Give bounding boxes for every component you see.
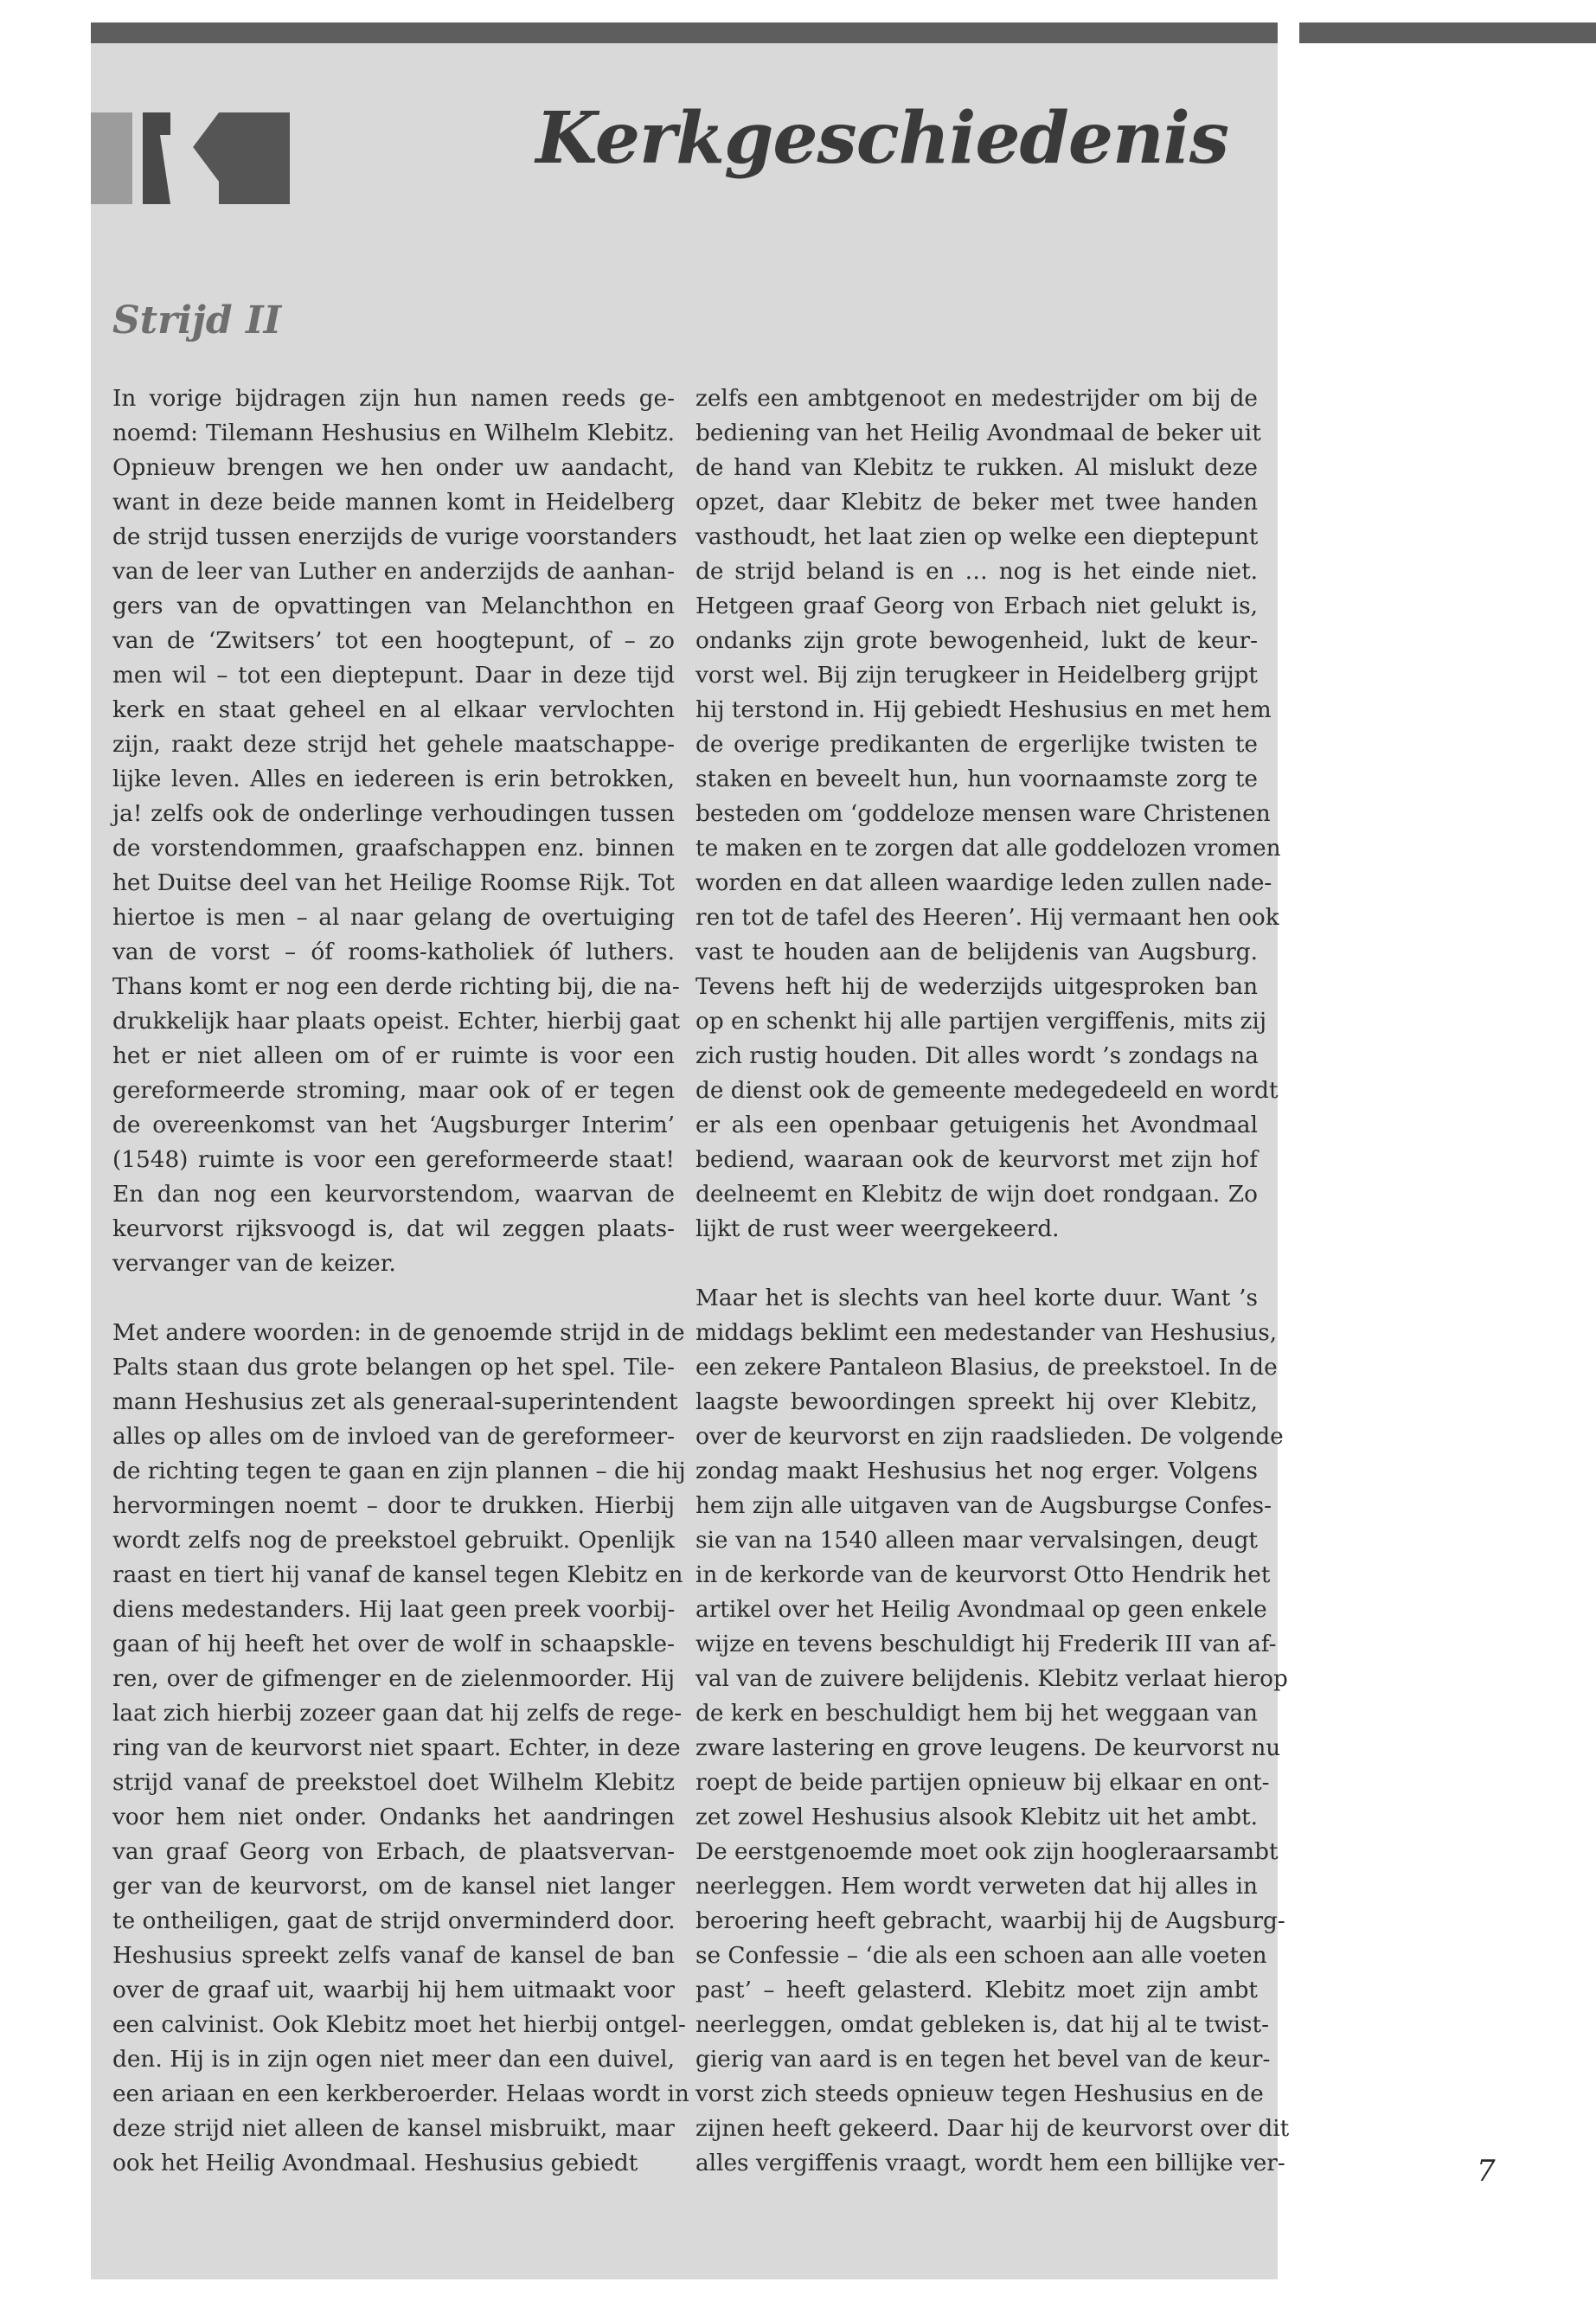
- text-line: gaan of hij heeft het over de wolf in schaapskle-: [112, 1631, 675, 1657]
- text-line: te ontheiligen, gaat de strijd onverminderd door.: [112, 1908, 676, 1934]
- text-line: er als een openbaar getuigenis het Avondmaal: [695, 1112, 1258, 1138]
- text-line: ondanks zijn grote bewogenheid, lukt de keur-: [695, 628, 1258, 654]
- text-line: vorst zich steeds opnieuw tegen Heshusius en de: [695, 2081, 1264, 2107]
- text-line: een calvinist. Ook Klebitz moet het hierbij ontgel-: [112, 2012, 686, 2038]
- text-line: hiertoe is men – al naar gelang de overtuiging: [112, 905, 675, 931]
- text-line: ring van de keurvorst niet spaart. Echter, in deze: [112, 1735, 681, 1761]
- text-line: want in deze beide mannen komt in Heidelberg: [112, 490, 675, 516]
- text-line: Heshusius spreekt zelfs vanaf de kansel de ban: [112, 1943, 675, 1969]
- text-line: gereformeerde stroming, maar ook of er tegen: [112, 1078, 675, 1104]
- text-line: strijd vanaf de preekstoel doet Wilhelm Klebitz: [112, 1770, 675, 1796]
- text-line: zware lastering en grove leugens. De keurvorst nu: [695, 1735, 1281, 1761]
- text-line: in de kerkorde van de keurvorst Otto Hendrik het: [695, 1562, 1271, 1588]
- text-line: de overeenkomst van het ‘Augsburger Interim’: [112, 1112, 675, 1138]
- page-number: 7: [1477, 2154, 1496, 2189]
- text-line: op en schenkt hij alle partijen vergiffenis, mits zij: [695, 1009, 1266, 1035]
- text-line: diens medestanders. Hij laat geen preek voorbij-: [112, 1597, 676, 1623]
- text-line: keurvorst rijksvoogd is, dat wil zeggen plaats-: [112, 1216, 675, 1242]
- text-line: het Duitse deel van het Heilige Roomse Rijk. Tot: [112, 870, 675, 896]
- text-line: mann Heshusius zet als generaal-superintendent: [112, 1389, 678, 1415]
- text-line: wordt zelfs nog de preekstoel gebruikt. Openlijk: [112, 1528, 675, 1554]
- article-title: Strijd II: [112, 298, 282, 343]
- text-line: van de leer van Luther en anderzijds de aanhan-: [112, 559, 675, 585]
- text-line: middags beklimt een medestander van Heshusius,: [695, 1320, 1278, 1346]
- article-column-right: [695, 381, 1290, 2181]
- text-line: gers van de opvattingen van Melanchthon en: [112, 593, 675, 619]
- text-line: de dienst ook de gemeente medegedeeld en wordt: [695, 1078, 1279, 1104]
- text-line: ja! zelfs ook de onderlinge verhoudingen tussen: [112, 801, 675, 827]
- text-line: de hand van Klebitz te rukken. Al mislukt deze: [695, 455, 1258, 481]
- text-line: sie van na 1540 alleen maar vervalsingen, deugt: [695, 1528, 1258, 1554]
- text-line: zijn, raakt deze strijd het gehele maatschappe-: [112, 732, 675, 758]
- text-line: zet zowel Heshusius alsook Klebitz uit het ambt.: [695, 1804, 1258, 1830]
- paragraph-gap: [695, 1247, 1258, 1281]
- text-line: opzet, daar Klebitz de beker met twee handen: [695, 490, 1258, 516]
- text-line: de richting tegen te gaan en zijn plannen – die hij: [112, 1458, 686, 1484]
- text-line: hervormingen noemt – door te drukken. Hierbij: [112, 1493, 675, 1519]
- text-line: den. Hij is in zijn ogen niet meer dan een duivel,: [112, 2047, 675, 2073]
- text-line: zelfs een ambtgenoot en medestrijder om bij de: [695, 386, 1258, 412]
- text-line: de vorstendommen, graafschappen enz. binnen: [112, 836, 675, 862]
- text-line: Maar het is slechts van heel korte duur. Want ’s: [695, 1285, 1258, 1311]
- text-line: te maken en te zorgen dat alle goddelozen vromen: [695, 836, 1281, 862]
- text-line: se Confessie – ‘die als een schoen aan alle voeten: [695, 1943, 1267, 1969]
- text-line: alles vergiffenis vraagt, wordt hem een billijke ver-: [695, 2150, 1285, 2176]
- text-line: een zekere Pantaleon Blasius, de preekstoel. In de: [695, 1355, 1278, 1381]
- text-line: van de ‘Zwitsers’ tot een hoogtepunt, of – zo: [112, 628, 675, 654]
- paragraph-gap: [112, 1281, 675, 1316]
- text-line: van graaf Georg von Erbach, de plaatsvervan-: [112, 1839, 675, 1865]
- text-line: hij terstond in. Hij gebiedt Heshusius en met hem: [695, 697, 1272, 723]
- section-logo-k-icon: [91, 112, 290, 204]
- text-line: ren, over de gifmenger en de zielenmoorder. Hij: [112, 1666, 675, 1692]
- text-line: van de vorst – óf rooms-katholiek óf luthers.: [112, 939, 675, 965]
- text-line: noemd: Tilemann Heshusius en Wilhelm Klebitz.: [112, 420, 675, 446]
- text-line: neerleggen, omdat gebleken is, dat hij al te twist-: [695, 2012, 1269, 2038]
- text-line: neerleggen. Hem wordt verweten dat hij alles in: [695, 1874, 1258, 1900]
- text-line: lijkt de rust weer weergekeerd.: [695, 1216, 1060, 1242]
- text-line: kerk en staat geheel en al elkaar vervlochten: [112, 697, 675, 723]
- text-line: zich rustig houden. Dit alles wordt ’s zondags na: [695, 1043, 1259, 1069]
- text-line: zijnen heeft gekeerd. Daar hij de keurvorst over dit: [695, 2116, 1290, 2142]
- text-line: vervanger van de keizer.: [112, 1251, 396, 1277]
- text-line: deze strijd niet alleen de kansel misbruikt, maar: [112, 2116, 675, 2142]
- text-line: val van de zuivere belijdenis. Klebitz verlaat hierop: [695, 1666, 1288, 1692]
- text-line: hem zijn alle uitgaven van de Augsburgse Confes-: [695, 1493, 1272, 1519]
- text-line: Opnieuw brengen we hen onder uw aandacht,: [112, 455, 675, 481]
- top-side-bar: [1299, 22, 1596, 43]
- text-line: artikel over het Heilig Avondmaal op geen enkele: [695, 1597, 1267, 1623]
- article-column-left: [112, 381, 689, 2181]
- text-line: deelneemt en Klebitz de wijn doet rondgaan. Zo: [695, 1182, 1258, 1208]
- text-line: wijze en tevens beschuldigt hij Frederik III van af-: [695, 1631, 1277, 1657]
- text-line: ook het Heilig Avondmaal. Heshusius gebiedt: [112, 2150, 638, 2176]
- section-title: Kerkgeschiedenis: [535, 97, 1228, 180]
- text-line: de kerk en beschuldigt hem bij het weggaan van: [695, 1701, 1258, 1727]
- text-line: worden en dat alleen waardige leden zullen nade-: [695, 870, 1272, 896]
- text-line: In vorige bijdragen zijn hun namen reeds ge-: [112, 386, 675, 412]
- text-line: de overige predikanten de ergerlijke twisten te: [695, 732, 1258, 758]
- text-line: vasthoudt, het laat zien op welke een dieptepunt: [695, 524, 1259, 550]
- text-line: laagste bewoordingen spreekt hij over Klebitz,: [695, 1389, 1258, 1415]
- top-header-bar: [91, 22, 1278, 43]
- text-line: Palts staan dus grote belangen op het spel. Tile-: [112, 1355, 675, 1381]
- text-line: drukkelijk haar plaats opeist. Echter, hierbij gaat: [112, 1009, 681, 1035]
- text-line: besteden om ‘goddeloze mensen ware Christenen: [695, 801, 1271, 827]
- text-line: het er niet alleen om of er ruimte is voor een: [112, 1043, 675, 1069]
- text-line: zondag maakt Heshusius het nog erger. Volgens: [695, 1458, 1258, 1484]
- text-line: Met andere woorden: in de genoemde strijd in de: [112, 1320, 685, 1346]
- text-line: over de graaf uit, waarbij hij hem uitmaakt voor: [112, 1977, 675, 2003]
- text-line: raast en tiert hij vanaf de kansel tegen Klebitz en: [112, 1562, 683, 1588]
- text-line: vorst wel. Bij zijn terugkeer in Heidelberg grijpt: [695, 663, 1258, 689]
- text-line: laat zich hierbij zozeer gaan dat hij zelfs de rege-: [112, 1701, 683, 1727]
- text-line: bediend, waaraan ook de keurvorst met zijn hof: [695, 1147, 1258, 1173]
- text-line: (1548) ruimte is voor een gereformeerde staat!: [112, 1147, 675, 1173]
- text-line: voor hem niet onder. Ondanks het aandringen: [112, 1804, 675, 1830]
- text-line: de strijd beland is en … nog is het einde niet.: [695, 559, 1258, 585]
- text-line: vast te houden aan de belijdenis van Augsburg.: [695, 939, 1258, 965]
- text-line: De eerstgenoemde moet ook zijn hoogleraarsambt: [695, 1839, 1279, 1865]
- text-line: gierig van aard is en tegen het bevel van de keur-: [695, 2047, 1271, 2073]
- text-line: Thans komt er nog een derde richting bij, die na-: [112, 974, 680, 1000]
- text-line: alles op alles om de invloed van de gereformeer-: [112, 1424, 675, 1450]
- text-line: staken en beveelt hun, hun voornaamste zorg te: [695, 766, 1258, 792]
- text-line: beroering heeft gebracht, waarbij hij de Augsburg-: [695, 1908, 1285, 1934]
- text-line: roept de beide partijen opnieuw bij elkaar en ont-: [695, 1770, 1270, 1796]
- text-line: En dan nog een keurvorstendom, waarvan de: [112, 1182, 675, 1208]
- text-line: ren tot de tafel des Heeren’. Hij vermaant hen ook: [695, 905, 1279, 931]
- text-line: over de keurvorst en zijn raadslieden. De volgende: [695, 1424, 1284, 1450]
- text-line: ger van de keurvorst, om de kansel niet langer: [112, 1874, 675, 1900]
- text-line: Hetgeen graaf Georg von Erbach niet gelukt is,: [695, 593, 1258, 619]
- text-line: bediening van het Heilig Avondmaal de beker uit: [695, 420, 1261, 446]
- text-line: men wil – tot een dieptepunt. Daar in deze tijd: [112, 663, 675, 689]
- text-line: Tevens heft hij de wederzijds uitgesproken ban: [695, 974, 1258, 1000]
- text-line: past’ – heeft gelasterd. Klebitz moet zijn ambt: [695, 1977, 1258, 2003]
- text-line: de strijd tussen enerzijds de vurige voorstanders: [112, 524, 677, 550]
- text-line: een ariaan en een kerkberoerder. Helaas wordt in: [112, 2081, 689, 2107]
- text-line: lijke leven. Alles en iedereen is erin betrokken,: [112, 766, 675, 792]
